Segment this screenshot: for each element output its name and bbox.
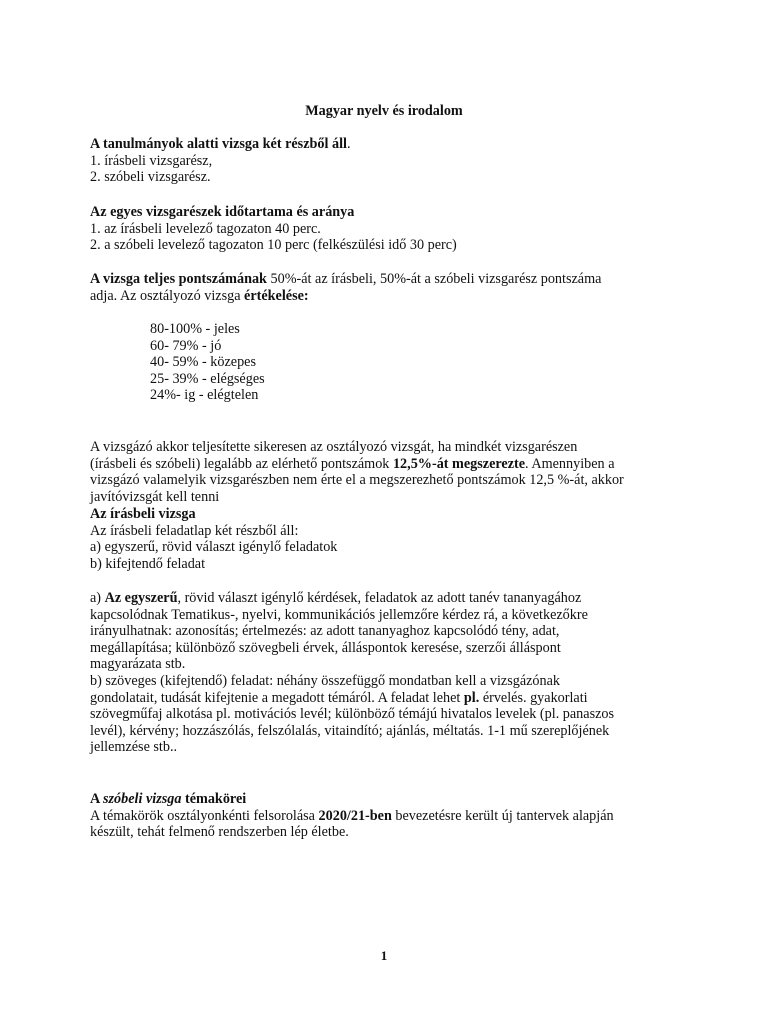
paragraph-line: [90, 271, 678, 288]
text-run: gondolatait, tudását kifejtenie a megadott témáról. A feladat lehet: [90, 689, 464, 706]
bold-phrase: 2020/21-ben: [318, 807, 392, 824]
page-number: 1: [380, 948, 388, 963]
document-title: Magyar nyelv és irodalom: [305, 103, 463, 119]
grade-item: 24%- ig - elégtelen: [150, 387, 259, 404]
list-item: b) kifejtendő feladat: [90, 555, 206, 572]
section-heading: Az írásbeli vizsga: [90, 506, 196, 522]
paragraph-line: [90, 456, 678, 473]
paragraph-line: javítóvizsgát kell tenni: [90, 488, 220, 505]
paragraph-line: levél), kérvény; hozzászólás, felszólalás, vitaindító; ajánlás, méltatás. 1-1 mű szereplőjének: [90, 722, 610, 739]
list-item: 1. az írásbeli levelező tagozaton 40 perc.: [90, 220, 321, 237]
heading-text: témakörei: [181, 791, 247, 807]
section-oral-exam: [90, 791, 678, 841]
paragraph-line: kapcsolódnak Tematikus-, nyelvi, kommunikációs jellemzőre kérdez rá, a következőkre: [90, 606, 588, 623]
paragraph-line: [90, 288, 678, 305]
text-run: érvelés. gyakorlati: [479, 689, 588, 706]
grade-scale-list: [150, 321, 265, 404]
text-run: 50%-át az írásbeli, 50%-át a szóbeli vizsgarész pontszáma: [266, 271, 602, 287]
grade-item: 40- 59% - közepes: [150, 354, 256, 371]
list-item: Az írásbeli feladatlap két részből áll:: [90, 522, 299, 539]
section-task-types: [90, 590, 678, 756]
paragraph-line: irányulhatnak: azonosítás; értelmezés: az adott tananyaghoz kapcsolódó tény, adat,: [90, 623, 560, 640]
text-run: , rövid választ igénylő kérdések, feladatok az adott tanév tananyagához: [177, 590, 582, 606]
heading-text: A: [90, 791, 104, 807]
paragraph-line: magyarázata stb.: [90, 656, 186, 673]
bold-phrase: A vizsga teljes pontszámának: [90, 271, 267, 287]
bold-phrase: Az egyszerű: [104, 590, 178, 606]
section-heading: [90, 791, 678, 808]
bold-phrase: értékelése:: [244, 287, 309, 304]
bold-phrase: 12,5%-át megszerezte: [392, 455, 526, 472]
grade-item: 60- 79% - jó: [150, 337, 222, 354]
paragraph-line: szövegműfaj alkotása pl. motivációs levél; különböző témájú hivatalos levelek (pl. panaszos: [90, 706, 615, 723]
paragraph-line: megállapítása; különböző szövegbeli érvek, álláspontok keresése, szerzői álláspont: [90, 639, 561, 656]
text-run: A témakörök osztályonkénti felsorolása: [90, 807, 319, 824]
paragraph-line: jellemzése stb..: [90, 739, 178, 756]
heading-tail: .: [346, 136, 351, 152]
text-run: . Amennyiben a: [525, 455, 615, 472]
paragraph-line: [90, 808, 678, 825]
section-duration: [90, 204, 678, 254]
list-item: 2. a szóbeli levelező tagozaton 10 perc (felkészülési idő 30 perc): [90, 237, 457, 254]
list-item: 2. szóbeli vizsgarész.: [90, 169, 211, 186]
paragraph-line: [90, 590, 678, 607]
text-run: bevezetésre került új tantervek alapján: [391, 807, 614, 824]
section-exam-parts: [90, 136, 678, 186]
paragraph-line: vizsgázó valamelyik vizsgarészben nem érte el a megszerezhető pontszámok 12,5 %-át, akkor: [90, 472, 624, 489]
list-item: a) egyszerű, rövid választ igénylő feladatok: [90, 539, 338, 556]
text-run: adja. Az osztályozó vizsga: [90, 287, 245, 304]
section-heading: Az egyes vizsgarészek időtartama és aránya: [90, 204, 355, 220]
section-scoring: [90, 271, 678, 304]
paragraph-line: b) szöveges (kifejtendő) feladat: néhány összefüggő mondatban kell a vizsgázónak: [90, 672, 560, 689]
bold-phrase: pl.: [463, 689, 480, 706]
grade-item: 25- 39% - elégséges: [150, 370, 265, 387]
grade-item: 80-100% - jeles: [150, 321, 240, 337]
paragraph-line: készült, tehát felmenő rendszerben lép életbe.: [90, 824, 349, 841]
paragraph-line: A vizsgázó akkor teljesítette sikeresen az osztályozó vizsgát, ha mindkét vizsgarészen: [90, 439, 578, 455]
section-written-exam: [90, 506, 678, 572]
heading-text: A tanulmányok alatti vizsga két részből áll: [90, 136, 347, 152]
heading-italic: szóbeli vizsga: [103, 791, 182, 807]
paragraph-line: [90, 690, 678, 707]
section-pass-condition: [90, 439, 678, 505]
list-item: 1. írásbeli vizsgarész,: [90, 152, 213, 169]
text-run: a): [90, 590, 105, 606]
section-heading: [90, 136, 678, 153]
text-run: (írásbeli és szóbeli) legalább az elérhető pontszámok: [90, 455, 393, 472]
